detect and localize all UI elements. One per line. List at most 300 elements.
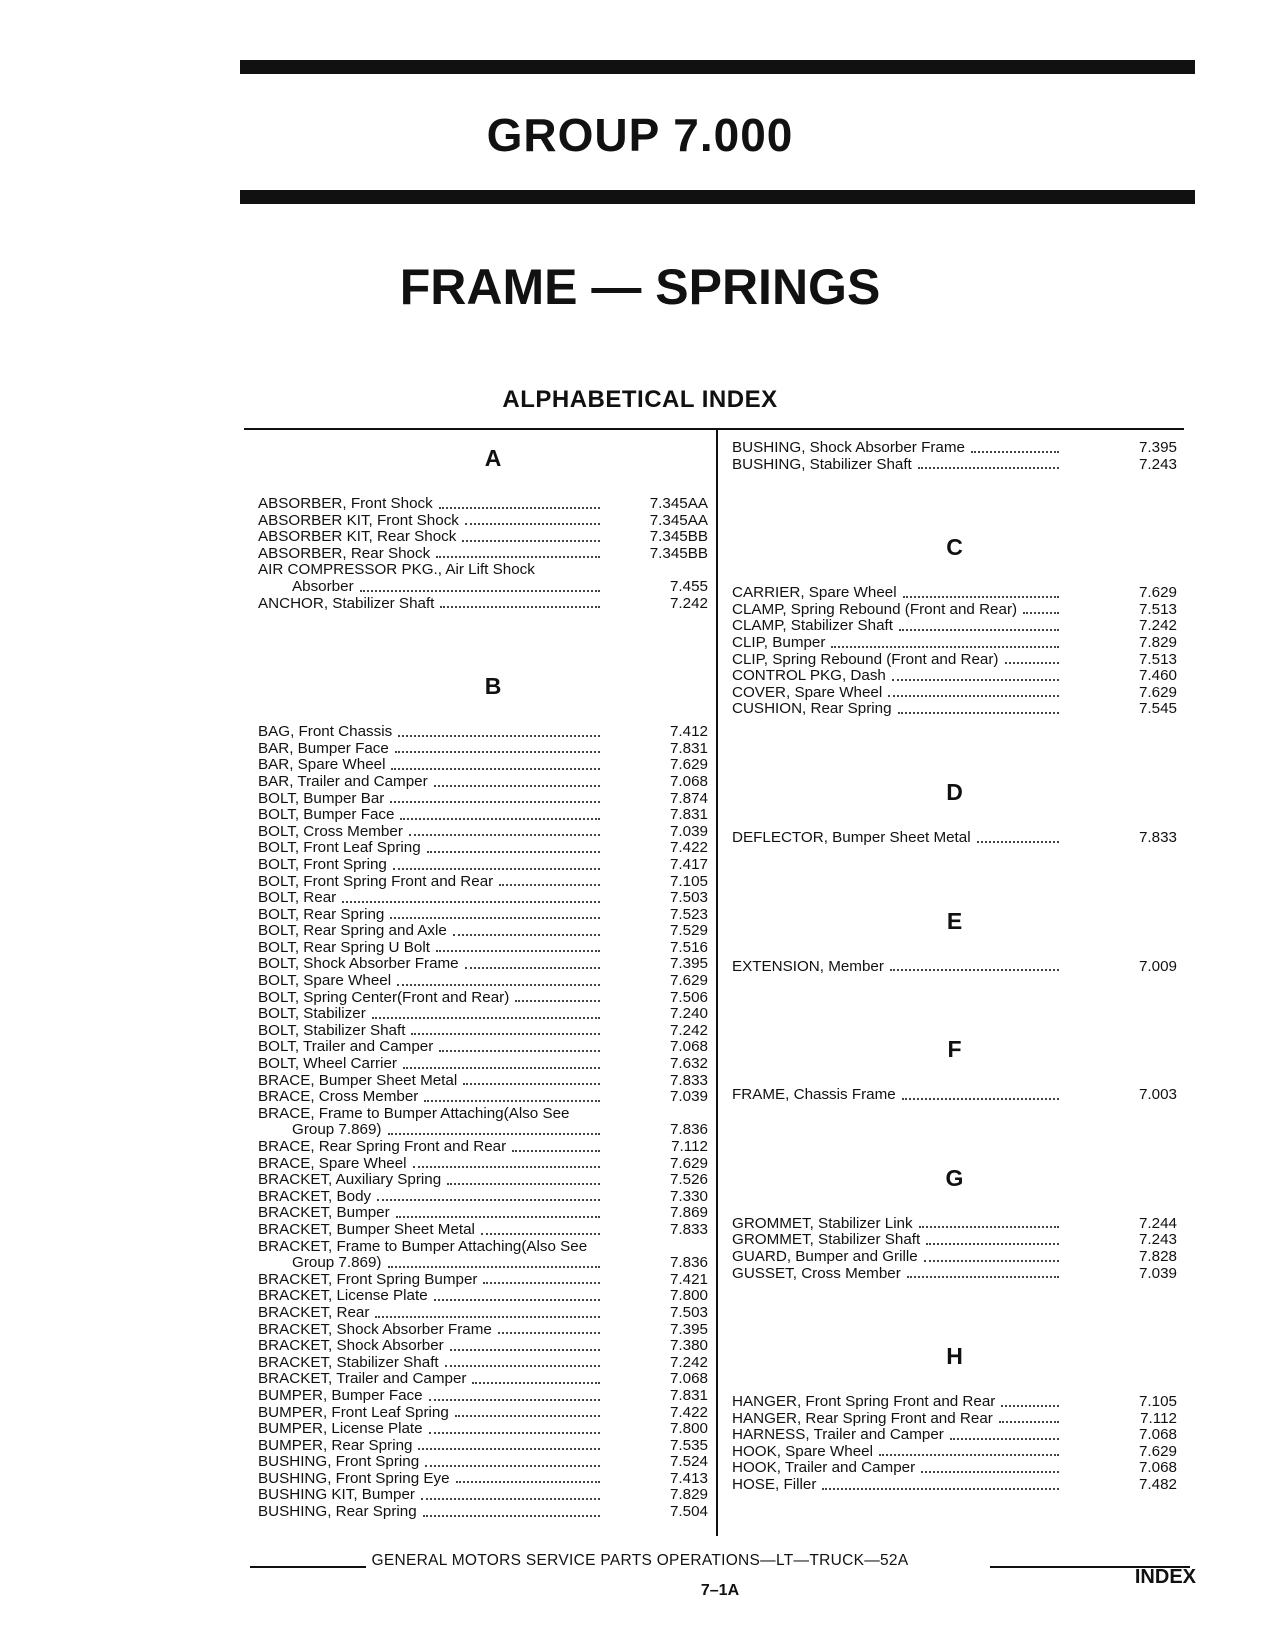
index-entry-name: CLIP, Spring Rebound (Front and Rear) xyxy=(732,650,999,668)
index-entry xyxy=(258,596,708,613)
index-entry-name: BOLT, Stabilizer Shaft xyxy=(258,1021,406,1039)
index-entry-name: HOOK, Spare Wheel xyxy=(732,1442,873,1460)
index-entry-page: 7.421 xyxy=(669,1270,708,1288)
dot-leader xyxy=(918,467,1059,469)
index-entry-page: 7.831 xyxy=(669,806,708,824)
index-entry-page: 7.242 xyxy=(669,1021,708,1039)
dot-leader xyxy=(439,1050,600,1052)
index-entry-page: 7.417 xyxy=(669,855,708,873)
index-entry xyxy=(258,1272,708,1289)
dot-leader xyxy=(498,1332,600,1334)
index-entry-name: BOLT, Trailer and Camper xyxy=(258,1038,434,1056)
dot-leader xyxy=(395,751,600,753)
index-entry-page: 7.330 xyxy=(669,1187,708,1205)
index-entry xyxy=(258,579,708,596)
index-entry xyxy=(258,741,708,758)
index-entry xyxy=(258,907,708,924)
index-entry-name: BOLT, Cross Member xyxy=(258,822,403,840)
index-entry-name: BOLT, Rear Spring and Axle xyxy=(258,922,447,940)
index-entry xyxy=(732,1216,1177,1233)
index-entry xyxy=(258,874,708,891)
index-entry-page: 7.869 xyxy=(669,1204,708,1222)
index-entry-list xyxy=(732,830,1177,847)
index-entry xyxy=(258,1421,708,1438)
dot-leader xyxy=(899,629,1059,631)
index-entry-list xyxy=(732,440,1177,473)
dot-leader xyxy=(398,735,600,737)
index-entry-page: 7.105 xyxy=(1138,1393,1177,1411)
dot-leader xyxy=(429,1432,600,1434)
index-entry xyxy=(258,529,708,546)
dot-leader xyxy=(1001,1405,1059,1407)
index-entry-page: 7.395 xyxy=(1138,439,1177,456)
section-title: FRAME — SPRINGS xyxy=(399,259,881,315)
index-letter-heading: H xyxy=(946,1343,963,1370)
index-entry-name: GROMMET, Stabilizer Link xyxy=(732,1214,913,1232)
index-entry-name: CLAMP, Spring Rebound (Front and Rear) xyxy=(732,600,1018,618)
index-entry-page: 7.039 xyxy=(1138,1264,1177,1282)
dot-leader xyxy=(439,507,600,509)
footer-label: GENERAL MOTORS SERVICE PARTS OPERATIONS—LT—TRUCK—52A xyxy=(366,1552,915,1569)
index-entry-name: BUSHING, Shock Absorber Frame xyxy=(732,439,965,456)
index-entry xyxy=(258,1322,708,1339)
index-entry-name: BAR, Spare Wheel xyxy=(258,756,386,774)
index-entry-name: BRACKET, License Plate xyxy=(258,1287,428,1305)
dot-leader xyxy=(465,967,600,969)
index-entry-name: BRACE, Frame to Bumper Attaching(Also See xyxy=(258,1104,570,1122)
index-entry-page: 7.800 xyxy=(669,1420,708,1438)
index-entry-name: BAG, Front Chassis xyxy=(258,723,393,741)
index-entry xyxy=(258,940,708,957)
index-entry-page: 7.244 xyxy=(1138,1214,1177,1232)
dot-leader xyxy=(393,868,600,870)
index-entry xyxy=(258,1205,708,1222)
dot-leader xyxy=(375,1316,600,1318)
index-entry-page: 7.380 xyxy=(669,1337,708,1355)
dot-leader xyxy=(377,1199,600,1201)
index-entry-name: BRACE, Bumper Sheet Metal xyxy=(258,1071,458,1089)
index-entry-list xyxy=(732,959,1177,976)
index-entry-page: 7.516 xyxy=(669,938,708,956)
dot-leader xyxy=(977,841,1059,843)
index-entry-page: 7.068 xyxy=(1138,1459,1177,1477)
index-entry-page: 7.526 xyxy=(669,1171,708,1189)
index-entry xyxy=(258,1405,708,1422)
index-entry xyxy=(732,457,1177,474)
index-entry-page: 7.009 xyxy=(1138,957,1177,975)
index-entry-name: CONTROL PKG, Dash xyxy=(732,667,886,685)
dot-leader xyxy=(434,1299,600,1301)
dot-leader xyxy=(436,556,600,558)
index-entry-page: 7.345BB xyxy=(649,544,708,562)
dot-leader xyxy=(360,590,600,592)
index-entry-page: 7.105 xyxy=(669,872,708,890)
index-entry-name: CLIP, Bumper xyxy=(732,633,826,651)
index-entry xyxy=(732,1477,1177,1494)
index-entry xyxy=(258,973,708,990)
index-entry-name: BUSHING, Stabilizer Shaft xyxy=(732,455,912,473)
dot-leader xyxy=(450,1349,600,1351)
index-entry xyxy=(258,923,708,940)
index-entry-page: 7.112 xyxy=(1140,1409,1177,1427)
index-entry-page: 7.833 xyxy=(669,1071,708,1089)
index-entry-page: 7.242 xyxy=(1138,617,1177,635)
index-entry-name: BOLT, Bumper Bar xyxy=(258,789,385,807)
index-entry-name: CUSHION, Rear Spring xyxy=(732,700,892,718)
index-entry-name: BRACKET, Frame to Bumper Attaching(Also See xyxy=(258,1237,588,1255)
dot-leader xyxy=(822,1488,1059,1490)
index-entry-name: GUARD, Bumper and Grille xyxy=(732,1247,918,1265)
index-entry xyxy=(258,990,708,1007)
footer-text xyxy=(0,1552,1280,1570)
index-entry-name: BRACE, Spare Wheel xyxy=(258,1154,407,1172)
dot-leader xyxy=(400,818,600,820)
dot-leader xyxy=(971,451,1059,453)
index-entry-name: BRACKET, Trailer and Camper xyxy=(258,1370,467,1388)
index-entry-name: HANGER, Rear Spring Front and Rear xyxy=(732,1409,993,1427)
dot-leader xyxy=(879,1454,1059,1456)
index-entry-page: 7.529 xyxy=(669,922,708,940)
dot-leader xyxy=(1005,662,1060,664)
index-entry-name: BOLT, Stabilizer xyxy=(258,1005,366,1023)
index-entry xyxy=(732,1266,1177,1283)
index-entry-name: EXTENSION, Member xyxy=(732,957,884,975)
dot-leader xyxy=(427,851,600,853)
index-entry xyxy=(258,1222,708,1239)
index-entry-page: 7.800 xyxy=(669,1287,708,1305)
index-entry xyxy=(258,1255,708,1272)
index-entry xyxy=(258,1039,708,1056)
index-entry-name: BOLT, Spare Wheel xyxy=(258,972,392,990)
index-entry xyxy=(258,1139,708,1156)
index-entry xyxy=(258,840,708,857)
index-entry xyxy=(258,562,708,579)
index-entry-name: BUSHING, Front Spring xyxy=(258,1453,420,1471)
right-index-column xyxy=(732,440,1177,1552)
index-entry-page: 7.345AA xyxy=(649,495,708,512)
index-letter-heading: A xyxy=(484,445,502,471)
dot-leader xyxy=(397,984,600,986)
index-entry xyxy=(258,513,708,530)
index-entry-list xyxy=(258,496,708,612)
index-letter-heading: E xyxy=(946,907,963,934)
index-entry-page: 7.629 xyxy=(1138,584,1177,602)
index-entry xyxy=(258,1355,708,1372)
index-entry xyxy=(732,635,1177,652)
index-entry-page: 7.039 xyxy=(669,1088,708,1106)
index-entry xyxy=(258,1438,708,1455)
index-entry-name: BOLT, Front Spring Front and Rear xyxy=(258,872,494,890)
dot-leader xyxy=(888,695,1059,697)
dot-leader xyxy=(921,1471,1059,1473)
dot-leader xyxy=(999,1421,1059,1423)
dot-leader xyxy=(890,969,1059,971)
index-entry xyxy=(732,701,1177,718)
dot-leader xyxy=(445,1365,600,1367)
index-entry xyxy=(258,807,708,824)
left-index-column xyxy=(258,440,708,1579)
index-entry-name: ABSORBER, Front Shock xyxy=(258,495,433,512)
page-number: 7–1A xyxy=(700,1582,740,1599)
dot-leader xyxy=(418,1448,600,1450)
index-entry xyxy=(258,546,708,563)
index-entry xyxy=(732,1427,1177,1444)
index-entry xyxy=(258,724,708,741)
index-entry-name: BOLT, Shock Absorber Frame xyxy=(258,955,459,973)
index-entry-name: BOLT, Spring Center(Front and Rear) xyxy=(258,988,510,1006)
index-entry-name: BAR, Trailer and Camper xyxy=(258,772,428,790)
dot-leader xyxy=(481,1233,600,1235)
dot-leader xyxy=(423,1515,600,1517)
index-rule xyxy=(244,428,1184,430)
index-entry-name: GUSSET, Cross Member xyxy=(732,1264,901,1282)
index-entry xyxy=(258,1305,708,1322)
index-entry-page: 7.243 xyxy=(1138,1231,1177,1249)
index-entry-page: 7.836 xyxy=(669,1254,708,1272)
index-entry-name: HARNESS, Trailer and Camper xyxy=(732,1426,944,1444)
second-rule xyxy=(240,190,1195,204)
column-divider xyxy=(716,428,718,1536)
index-entry xyxy=(258,1338,708,1355)
index-entry-page: 7.482 xyxy=(1138,1476,1177,1494)
index-entry-page: 7.524 xyxy=(669,1453,708,1471)
dot-leader xyxy=(453,934,600,936)
index-entry xyxy=(732,585,1177,602)
index-entry xyxy=(258,1454,708,1471)
index-entry xyxy=(732,602,1177,619)
dot-leader xyxy=(455,1415,600,1417)
index-entry-name: BUMPER, License Plate xyxy=(258,1420,423,1438)
index-entry xyxy=(258,1288,708,1305)
index-entry-name: CARRIER, Spare Wheel xyxy=(732,584,897,602)
index-entry-name: Group 7.869) xyxy=(292,1254,382,1272)
dot-leader xyxy=(924,1260,1059,1262)
index-entry-name: Absorber xyxy=(292,577,354,595)
index-entry-name: BOLT, Front Spring xyxy=(258,855,387,873)
index-entry xyxy=(258,1106,708,1123)
index-entry-page: 7.243 xyxy=(1138,455,1177,473)
index-entry-page: 7.513 xyxy=(1138,600,1177,618)
index-entry-name: BOLT, Rear Spring xyxy=(258,905,385,923)
index-entry-page: 7.422 xyxy=(669,1403,708,1421)
index-entry-name: BUSHING, Front Spring Eye xyxy=(258,1469,450,1487)
index-entry-page: 7.629 xyxy=(669,972,708,990)
index-entry-name: BUMPER, Front Leaf Spring xyxy=(258,1403,449,1421)
index-entry xyxy=(732,1249,1177,1266)
index-entry-page: 7.513 xyxy=(1138,650,1177,668)
dot-leader xyxy=(390,917,600,919)
index-entry-page: 7.395 xyxy=(669,955,708,973)
dot-leader xyxy=(388,1133,601,1135)
index-entry-name: DEFLECTOR, Bumper Sheet Metal xyxy=(732,828,971,846)
index-entry-name: BOLT, Front Leaf Spring xyxy=(258,839,421,857)
dot-leader xyxy=(372,1017,600,1019)
dot-leader xyxy=(429,1399,600,1401)
dot-leader xyxy=(462,540,600,542)
index-entry xyxy=(732,652,1177,669)
index-entry-page: 7.829 xyxy=(669,1486,708,1504)
index-entry xyxy=(258,857,708,874)
index-entry-list xyxy=(732,1216,1177,1282)
index-entry-page: 7.831 xyxy=(669,739,708,757)
index-letter-heading: C xyxy=(946,534,963,561)
index-entry xyxy=(258,496,708,513)
index-entry-name: BOLT, Wheel Carrier xyxy=(258,1055,397,1073)
index-entry-name: BOLT, Rear xyxy=(258,889,337,907)
index-entry-page: 7.829 xyxy=(1138,633,1177,651)
index-entry-name: BAR, Bumper Face xyxy=(258,739,389,757)
dot-leader xyxy=(413,1166,600,1168)
index-entry xyxy=(258,1504,708,1521)
index-entry-page: 7.506 xyxy=(669,988,708,1006)
index-entry xyxy=(258,1239,708,1256)
index-entry-page: 7.003 xyxy=(1138,1086,1177,1104)
index-entry-name: ABSORBER KIT, Rear Shock xyxy=(258,528,457,546)
index-entry-page: 7.545 xyxy=(1138,700,1177,718)
index-letter-heading: F xyxy=(947,1036,962,1063)
index-entry-page: 7.833 xyxy=(669,1220,708,1238)
index-entry-name: ABSORBER KIT, Front Shock xyxy=(258,511,459,529)
dot-leader xyxy=(472,1382,600,1384)
index-entry-page: 7.523 xyxy=(669,905,708,923)
index-entry-page: 7.422 xyxy=(669,839,708,857)
index-entry-page: 7.629 xyxy=(1138,683,1177,701)
index-letter-heading: D xyxy=(946,778,963,805)
index-entry xyxy=(732,1232,1177,1249)
index-entry-name: BRACKET, Front Spring Bumper xyxy=(258,1270,478,1288)
index-entry xyxy=(732,668,1177,685)
index-entry xyxy=(732,685,1177,702)
index-entry-page: 7.242 xyxy=(669,1353,708,1371)
index-entry-page: 7.395 xyxy=(669,1320,708,1338)
index-entry xyxy=(258,791,708,808)
index-entry-page: 7.068 xyxy=(1138,1426,1177,1444)
index-entry-name: FRAME, Chassis Frame xyxy=(732,1086,896,1104)
index-entry-name: BRACKET, Body xyxy=(258,1187,372,1205)
index-entry-name: BRACKET, Stabilizer Shaft xyxy=(258,1353,439,1371)
index-entry xyxy=(732,440,1177,457)
index-entry xyxy=(258,1056,708,1073)
dot-leader xyxy=(463,1083,600,1085)
index-entry-page: 7.629 xyxy=(669,1154,708,1172)
dot-leader xyxy=(919,1226,1059,1228)
index-entry-list xyxy=(732,585,1177,718)
index-entry-name: GROMMET, Stabilizer Shaft xyxy=(732,1231,921,1249)
index-entry xyxy=(258,1023,708,1040)
dot-leader xyxy=(831,646,1059,648)
dot-leader xyxy=(465,523,600,525)
index-entry-name: AIR COMPRESSOR PKG., Air Lift Shock xyxy=(258,561,535,579)
index-entry-name: BRACKET, Shock Absorber xyxy=(258,1337,444,1355)
index-entry xyxy=(258,1388,708,1405)
index-entry-page: 7.345BB xyxy=(649,528,708,546)
index-entry-list xyxy=(732,1087,1177,1104)
index-entry xyxy=(258,1471,708,1488)
dot-leader xyxy=(447,1183,600,1185)
dot-leader xyxy=(483,1282,600,1284)
index-entry-name: ABSORBER, Rear Shock xyxy=(258,544,431,562)
dot-leader xyxy=(424,1100,600,1102)
index-entry xyxy=(732,618,1177,635)
index-entry xyxy=(258,1189,708,1206)
index-entry-name: BUSHING, Rear Spring xyxy=(258,1503,417,1521)
dot-leader xyxy=(907,1276,1059,1278)
index-entry-page: 7.831 xyxy=(669,1386,708,1404)
index-entry-page: 7.068 xyxy=(669,1038,708,1056)
index-entry xyxy=(258,1156,708,1173)
index-entry-page: 7.632 xyxy=(669,1055,708,1073)
index-entry-name: BRACKET, Shock Absorber Frame xyxy=(258,1320,492,1338)
index-entry-page: 7.874 xyxy=(669,789,708,807)
dot-leader xyxy=(902,1098,1059,1100)
index-entry-list xyxy=(732,1394,1177,1494)
index-entry-page: 7.068 xyxy=(669,1370,708,1388)
index-entry-page: 7.504 xyxy=(669,1503,708,1521)
index-entry-page: 7.345AA xyxy=(649,511,708,529)
index-entry-page: 7.629 xyxy=(1138,1442,1177,1460)
dot-leader xyxy=(950,1438,1059,1440)
index-entry xyxy=(732,1394,1177,1411)
index-entry-name: BRACE, Rear Spring Front and Rear xyxy=(258,1138,507,1155)
index-letter-heading: B xyxy=(484,673,502,700)
dot-leader xyxy=(403,1067,600,1069)
index-entry xyxy=(732,1087,1177,1104)
dot-leader xyxy=(1023,612,1059,614)
index-entry-name: HANGER, Front Spring Front and Rear xyxy=(732,1393,996,1411)
index-entry-name: COVER, Spare Wheel xyxy=(732,683,883,701)
index-entry-name: Group 7.869) xyxy=(292,1121,382,1139)
index-entry xyxy=(258,824,708,841)
index-entry-page: 7.833 xyxy=(1138,828,1177,846)
dot-leader xyxy=(391,768,600,770)
index-entry xyxy=(258,1487,708,1504)
index-letter-heading: G xyxy=(945,1164,964,1191)
index-entry xyxy=(732,1444,1177,1461)
index-entry xyxy=(258,956,708,973)
index-entry-name: BUSHING KIT, Bumper xyxy=(258,1486,415,1504)
index-entry-page: 7.412 xyxy=(669,723,708,741)
dot-leader xyxy=(515,1000,600,1002)
dot-leader xyxy=(436,950,600,952)
index-entry-name: BRACKET, Bumper xyxy=(258,1204,390,1222)
index-entry xyxy=(732,830,1177,847)
index-entry-page: 7.112 xyxy=(671,1138,708,1155)
index-entry-page: 7.535 xyxy=(669,1436,708,1454)
index-entry-page: 7.413 xyxy=(669,1469,708,1487)
index-entry-name: BOLT, Rear Spring U Bolt xyxy=(258,938,430,956)
index-entry-name: CLAMP, Stabilizer Shaft xyxy=(732,617,893,635)
index-entry-list xyxy=(258,724,708,1521)
index-entry xyxy=(258,774,708,791)
top-rule xyxy=(240,60,1195,74)
dot-leader xyxy=(409,834,600,836)
index-entry-page: 7.503 xyxy=(669,889,708,907)
index-entry-page: 7.240 xyxy=(669,1005,708,1023)
index-entry-name: BRACKET, Bumper Sheet Metal xyxy=(258,1220,475,1238)
dot-leader xyxy=(456,1481,600,1483)
index-entry-page: 7.828 xyxy=(1138,1247,1177,1265)
dot-leader xyxy=(499,884,600,886)
dot-leader xyxy=(388,1266,601,1268)
index-entry-name: ANCHOR, Stabilizer Shaft xyxy=(258,594,435,612)
section-label: INDEX xyxy=(1134,1566,1196,1588)
index-entry-name: BOLT, Bumper Face xyxy=(258,806,395,824)
index-entry-page: 7.068 xyxy=(669,772,708,790)
dot-leader xyxy=(342,901,600,903)
dot-leader xyxy=(390,801,600,803)
index-entry xyxy=(258,890,708,907)
index-entry-name: BRACKET, Rear xyxy=(258,1303,370,1321)
